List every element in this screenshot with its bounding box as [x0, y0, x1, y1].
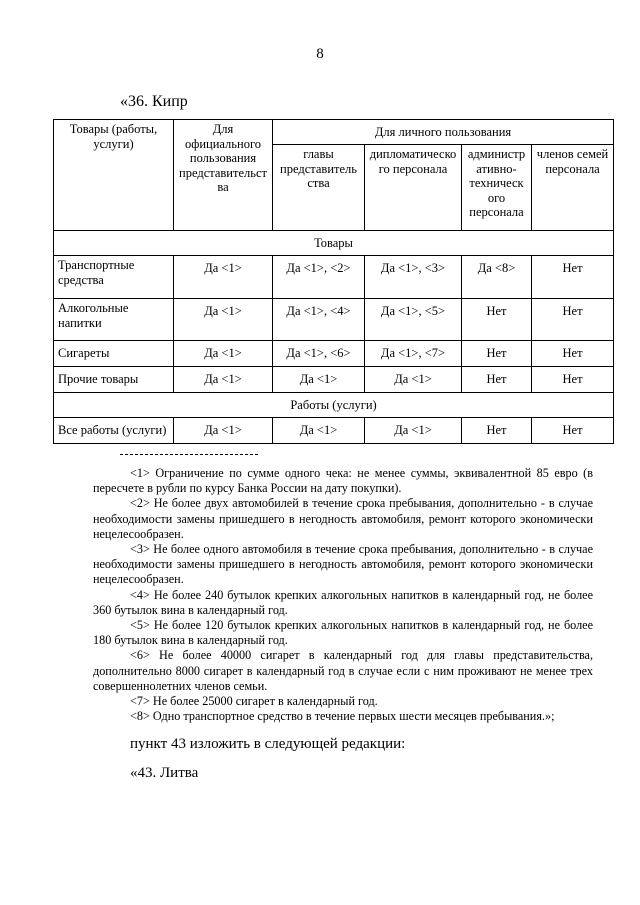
row-label: Алкогольные напитки: [54, 299, 174, 341]
table-cell: Да <1>: [365, 367, 462, 393]
header-goods: Товары (работы, услуги): [54, 120, 174, 231]
works-section-title: Работы (услуги): [54, 393, 614, 418]
header-family-members: членов семей персонала: [532, 145, 614, 231]
table-row: [54, 299, 614, 341]
table-cell: Да <1>, <6>: [273, 341, 365, 367]
header-admin-staff: администр ативно-техническ ого персонала: [462, 145, 532, 231]
table-row: [54, 341, 614, 367]
table-cell: Да <1>, <5>: [365, 299, 462, 341]
table-cell: Да <1>, <3>: [365, 256, 462, 299]
next-section-title: «43. Литва: [130, 765, 199, 781]
header-diplomatic-staff: дипломатическо го персонала: [365, 145, 462, 231]
footnotes: [93, 466, 593, 724]
header-official: Для официального пользования представительст ва: [174, 120, 273, 231]
row-label: Сигареты: [54, 341, 174, 367]
row-label: Прочие товары: [54, 367, 174, 393]
footnote-4: <4> Не более 240 бутылок крепких алкогольных напитков в календарный год, не более 360 бутылок вина в календарный год.: [93, 587, 593, 617]
table-cell: Да <1>: [273, 367, 365, 393]
table-cell: Нет: [532, 299, 614, 341]
table-row: [54, 256, 614, 299]
table-cell: Да <8>: [462, 256, 532, 299]
page-number: 8: [316, 46, 324, 62]
table-cell: Нет: [532, 256, 614, 299]
table-cell: Нет: [462, 367, 532, 393]
footnote-2: <2> Не более двух автомобилей в течение срока пребывания, дополнительно - в случае необходимости замены пришедшего в негодность автомобиля, ремонт которого экономически нецелесообразен.: [93, 496, 593, 541]
footnote-separator: [120, 454, 258, 455]
footnote-8: <8> Одно транспортное средство в течение первых шести месяцев пребывания.»;: [130, 709, 555, 724]
table-cell: Да <1>: [174, 256, 273, 299]
table-cell: Нет: [532, 341, 614, 367]
table-row: [54, 418, 614, 444]
table-cell: Нет: [532, 367, 614, 393]
row-label: Все работы (услуги): [54, 418, 174, 444]
table-cell: Нет: [462, 341, 532, 367]
table-cell: Нет: [532, 418, 614, 444]
amendment-instruction: пункт 43 изложить в следующей редакции:: [130, 736, 406, 752]
footnote-7: <7> Не более 25000 сигарет в календарный год.: [130, 694, 378, 709]
footnote-1: <1> Ограничение по сумме одного чека: не менее суммы, эквивалентной 85 евро (в пересчете в рубли по курсу Банка России на дату покупки).: [93, 466, 593, 496]
privileges-table: [53, 119, 614, 444]
table-cell: Да <1>, <4>: [273, 299, 365, 341]
table-cell: Да <1>: [174, 341, 273, 367]
table-cell: Нет: [462, 418, 532, 444]
table-cell: Да <1>: [174, 299, 273, 341]
header-head-of-mission: главы представитель ства: [273, 145, 365, 231]
table-cell: Нет: [462, 299, 532, 341]
goods-section-title: Товары: [54, 231, 614, 256]
table-cell: Да <1>, <2>: [273, 256, 365, 299]
header-personal-use: Для личного пользования: [273, 120, 614, 145]
table-cell: Да <1>: [174, 418, 273, 444]
table-cell: Да <1>: [273, 418, 365, 444]
section-title: «36. Кипр: [120, 93, 188, 110]
footnote-6: <6> Не более 40000 сигарет в календарный год для главы представительства, дополнительно 8000 сигарет в календарный год в случае если с ним проживают не менее трех совершеннолетних членов семьи.: [93, 648, 593, 693]
table-cell: Да <1>: [174, 367, 273, 393]
row-label: Транспортные средства: [54, 256, 174, 299]
footnote-3: <3> Не более одного автомобиля в течение срока пребывания, дополнительно - в случае необходимости замены пришедшего в негодность автомобиля, ремонт которого экономически нецелесообразен.: [93, 542, 593, 587]
table-cell: Да <1>: [365, 418, 462, 444]
footnote-5: <5> Не более 120 бутылок крепких алкогольных напитков в календарный год, не более 180 бутылок вина в календарный год.: [93, 618, 593, 648]
table-header-row: [54, 120, 614, 145]
table-row: [54, 367, 614, 393]
table-cell: Да <1>, <7>: [365, 341, 462, 367]
